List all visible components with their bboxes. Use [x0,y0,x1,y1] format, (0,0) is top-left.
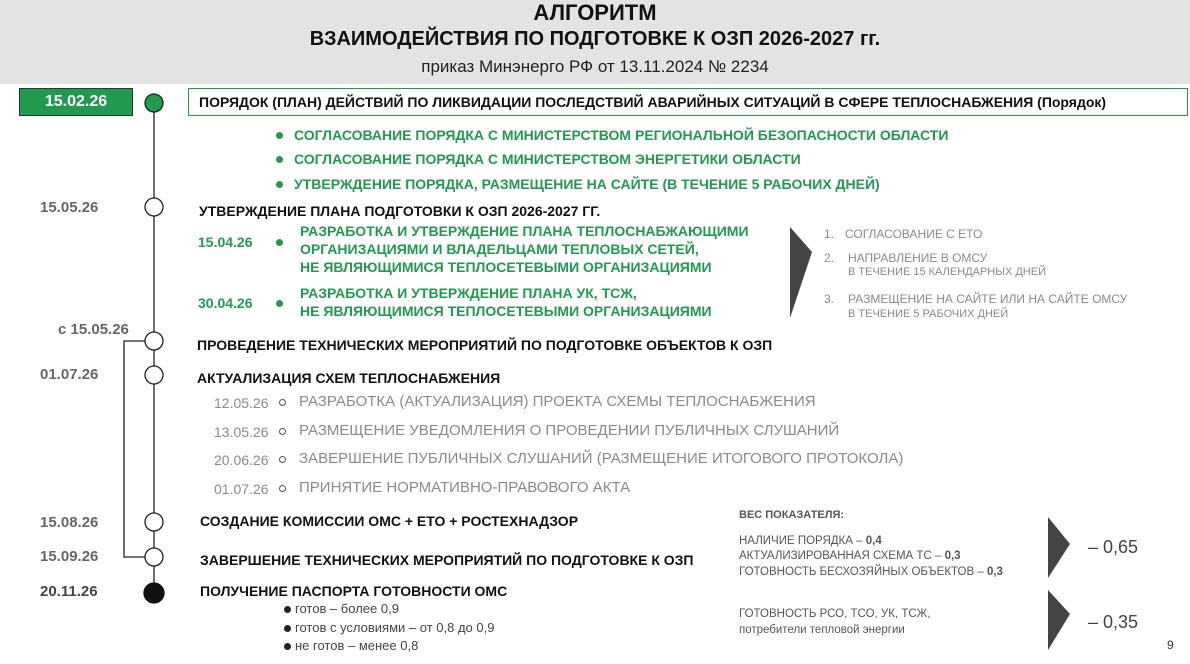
weight-arrow-2 [1048,590,1070,650]
step2-sub1-line-1: РАЗРАБОТКА И УТВЕРЖДЕНИЕ ПЛАНА ТЕПЛОСНАБЖАЮЩИМИ [300,223,749,239]
page-title: АЛГОРИТМ [533,0,657,25]
procedure-text-1: СОГЛАСОВАНИЕ С ЕТО [845,227,983,241]
weights-title: ВЕС ПОКАЗАТЕЛЯ: [739,509,845,521]
bullet-dot [284,606,291,613]
hollow-bullet [279,456,286,463]
bullet-dot [276,156,283,163]
step4-item-3-date: 20.06.26 [214,452,269,468]
step1-title: ПОРЯДОК (ПЛАН) ДЕЙСТВИЙ ПО ЛИКВИДАЦИИ ПОСЛЕДСТВИЙ АВАРИЙНЫХ СИТУАЦИЙ В СФЕРЕ ТЕПЛОСНАБЖЕНИЯ (Порядок) [199,94,1107,110]
step7-title: ПОЛУЧЕНИЕ ПАСПОРТА ГОТОВНОСТИ ОМС [200,583,508,599]
procedure-arrow [790,227,812,318]
order-reference: приказ Минэнерго РФ от 13.11.2024 № 2234 [421,57,769,76]
step5-title: СОЗДАНИЕ КОМИССИИ ОМС + ЕТО + РОСТЕХНАДЗОР [200,513,579,529]
page-subtitle: ВЗАИМОДЕЙСТВИЯ ПО ПОДГОТОВКЕ К ОЗП 2026-2027 гг. [309,28,881,50]
milestone-dot-1 [145,94,163,112]
procedure-num-3: 3. [824,292,835,306]
step2-sub2-line-2: НЕ ЯВЛЯЮЩИМИСЯ ТЕПЛОСЕТЕВЫМИ ОРГАНИЗАЦИЯМИ [300,303,712,319]
step4-item-3-text: ЗАВЕРШЕНИЕ ПУБЛИЧНЫХ СЛУШАНИЙ (РАЗМЕЩЕНИЕ ИТОГОВОГО ПРОТОКОЛА) [299,450,904,467]
date-15-02: 15.02.26 [44,93,108,110]
date-20-11: 20.11.26 [40,583,98,600]
milestone-dot-4 [145,366,163,384]
milestone-dot-6 [145,548,163,566]
milestone-dot-3 [145,332,163,350]
weight-row-3-text: ГОТОВНОСТЬ БЕСХОЗЯЙНЫХ ОБЪЕКТОВ – [739,566,984,578]
milestone-dot-5 [145,513,163,531]
weight-arrow-1 [1048,517,1070,578]
step2-sub2-date: 30.04.26 [198,295,253,311]
procedure-num-2: 2. [824,251,835,265]
weight-row-3-value: 0,3 [986,566,1003,578]
procedure-text-3: РАЗМЕЩЕНИЕ НА САЙТЕ ИЛИ НА САЙТЕ ОМСУ [848,292,1128,306]
procedure-note-2: В ТЕЧЕНИЕ 15 КАЛЕНДАРНЫХ ДНЕЙ [848,266,1046,278]
weight-group1-total: – 0,65 [1088,537,1139,557]
hollow-bullet [279,399,286,406]
procedure-note-3: В ТЕЧЕНИЕ 5 РАБОЧИХ ДНЕЙ [848,308,1009,320]
step1-item-3: УТВЕРЖДЕНИЕ ПОРЯДКА, РАЗМЕЩЕНИЕ НА САЙТЕ (В ТЕЧЕНИЕ 5 РАБОЧИХ ДНЕЙ) [294,176,880,192]
step2-sub1-line-2: ОРГАНИЗАЦИЯМИ И ВЛАДЕЛЬЦАМИ ТЕПЛОВЫХ СЕТЕЙ, [300,241,699,257]
weight-row-1-text: НАЛИЧИЕ ПОРЯДКА – [739,535,863,547]
step2-sub1-line-3: НЕ ЯВЛЯЮЩИМИСЯ ТЕПЛОСЕТЕВЫМИ ОРГАНИЗАЦИЯМИ [300,259,712,275]
date-15-08: 15.08.26 [40,514,99,531]
step2-sub1-date: 15.04.26 [198,234,253,250]
date-from-15-05: с 15.05.26 [58,321,129,338]
step3-title: ПРОВЕДЕНИЕ ТЕХНИЧЕСКИХ МЕРОПРИЯТИЙ ПО ПОДГОТОВКЕ ОБЪЕКТОВ К ОЗП [197,337,773,353]
step4-item-4-text: ПРИНЯТИЕ НОРМАТИВНО-ПРАВОВОГО АКТА [299,479,631,496]
bullet-dot [276,300,283,307]
milestone-dot-7 [144,583,164,603]
weight-row-2-text: АКТУАЛИЗИРОВАННАЯ СХЕМА ТС – [739,550,942,562]
readiness-not-ready: не готов – менее 0,8 [295,638,419,653]
step1-item-1: СОГЛАСОВАНИЕ ПОРЯДКА С МИНИСТЕРСТВОМ РЕГИОНАЛЬНОЙ БЕЗОПАСНОСТИ ОБЛАСТИ [294,127,949,143]
weight-row-3 [739,566,1003,578]
date-01-07: 01.07.26 [40,366,99,383]
step6-title: ЗАВЕРШЕНИЕ ТЕХНИЧЕСКИХ МЕРОПРИЯТИЙ ПО ПОДГОТОВКЕ К ОЗП [200,552,694,568]
step4-item-2-text: РАЗМЕЩЕНИЕ УВЕДОМЛЕНИЯ О ПРОВЕДЕНИИ ПУБЛИЧНЫХ СЛУШАНИЙ [299,422,840,439]
milestone-dot-2 [145,198,163,216]
step2-title: УТВЕРЖДЕНИЕ ПЛАНА ПОДГОТОВКИ К ОЗП 2026-2027 ГГ. [199,203,601,219]
step4-item-2-date: 13.05.26 [214,424,269,440]
date-15-05: 15.05.26 [40,199,99,216]
technical-bracket [124,341,145,557]
bullet-dot [276,132,283,139]
bullet-dot [284,643,291,650]
weight-row-1 [739,535,882,547]
step4-item-4-date: 01.07.26 [214,481,269,497]
weight-group2-line-2: потребители тепловой энергии [739,624,905,636]
bullet-dot [276,181,283,188]
weight-row-2-value: 0,3 [944,550,961,562]
date-15-09: 15.09.26 [40,548,99,565]
page-number: 9 [1167,638,1174,652]
procedure-num-1: 1. [824,227,835,241]
weight-group2-total: – 0,35 [1088,612,1139,632]
weight-group2-line-1: ГОТОВНОСТЬ РСО, ТСО, УК, ТСЖ, [739,608,931,620]
weight-row-1-value: 0,4 [865,535,882,547]
step4-item-1-date: 12.05.26 [214,395,269,411]
readiness-ready: готов – более 0,9 [295,601,399,616]
step4-item-1-text: РАЗРАБОТКА (АКТУАЛИЗАЦИЯ) ПРОЕКТА СХЕМЫ ТЕПЛОСНАБЖЕНИЯ [299,393,816,410]
step4-title: АКТУАЛИЗАЦИЯ СХЕМ ТЕПЛОСНАБЖЕНИЯ [197,370,501,386]
step2-sub2-line-1: РАЗРАБОТКА И УТВЕРЖДЕНИЕ ПЛАНА УК, ТСЖ, [300,285,637,301]
bullet-dot [276,239,283,246]
step1-item-2: СОГЛАСОВАНИЕ ПОРЯДКА С МИНИСТЕРСТВОМ ЭНЕРГЕТИКИ ОБЛАСТИ [294,151,801,167]
hollow-bullet [279,485,286,492]
weight-row-2 [739,550,961,562]
procedure-text-2: НАПРАВЛЕНИЕ В ОМСУ [848,251,988,265]
readiness-conditional: готов с условиями – от 0,8 до 0,9 [295,620,495,635]
bullet-dot [284,625,291,632]
hollow-bullet [279,428,286,435]
